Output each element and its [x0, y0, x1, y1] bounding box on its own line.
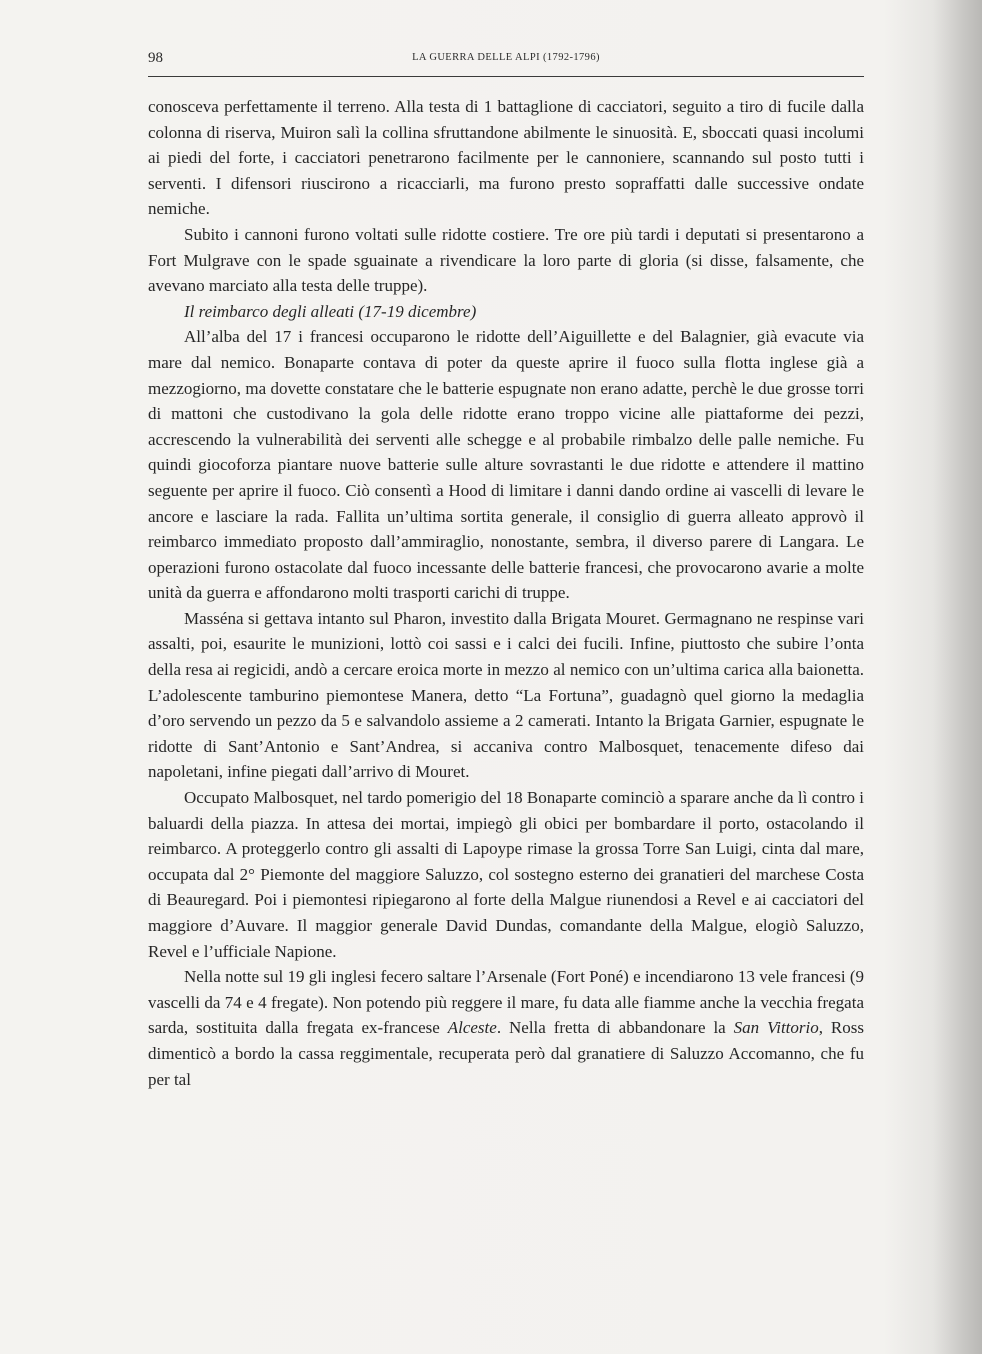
- paragraph: Masséna si gettava intanto sul Pharon, investito dalla Brigata Mouret. Germagnano ne respinse vari assalti, poi, esaurite le munizioni, lottò coi sassi e i calci dei fucili. Infine, piuttosto che subire l’onta della resa ai regicidi, andò a cercare eroica morte in mezzo al nemico con un’ultima carica alla baionetta. L’adolescente tamburino piemontese Manera, detto “La Fortuna”, guadagnò quel giorno la medaglia d’oro servendo un pezzo da 5 e salvandolo assieme a 2 camerati. Intanto la Brigata Garnier, espugnate le ridotte di Sant’Antonio e Sant’Andrea, si accaniva contro Malbosquet, tenacemente difeso dai napoletani, infine piegati dall’arrivo di Mouret.: [148, 608, 864, 782]
- section-title: Il reimbarco degli alleati (17-19 dicembre): [184, 301, 477, 321]
- paragraph-last: [148, 964, 864, 1092]
- paragraph: Subito i cannoni furono voltati sulle ridotte costiere. Tre ore più tardi i deputati si presentarono a Fort Mulgrave con le spade sguainate a rivendicare la loro parte di gloria (si disse, falsamente, che avevano marciato alla testa delle truppe).: [148, 224, 864, 296]
- paragraph: All’alba del 17 i francesi occuparono le ridotte dell’Aiguillette e del Balagnier, già evacute via mare dal nemico. Bonaparte contava di poter da queste aprire il fuoco sulla flotta inglese già a mezzogiorno, ma dovette constatare che le batterie espugnate non erano adatte, perchè le due grosse torri di mattoni che custodivano la gola delle ridotte erano troppo vicine alle piattaforme dei pezzi, accrescendo la vulnerabilità dei serventi alle schegge e al probabile rimbalzo delle palle nemiche. Fu quindi giocoforza piantare nuove batterie sulle alture sovrastanti le due ridotte e attendere il mattino seguente per aprire il fuoco. Ciò consentì a Hood di limitare i danni dando ordine ai vascelli di levare le ancore e lasciare la rada. Fallita un’ultima sortita generale, il consiglio di guerra alleato approvò il reimbarco immediato proposto dall’ammiraglio, nonostante, sembra, il diverso parere di Langara. Le operazioni furono ostacolate dal fuoco incessante delle batterie francesi, che provocarono avarie a molte unità da guerra e affondarono molti trasporti carichi di truppe.: [148, 327, 864, 603]
- paragraph: Occupato Malbosquet, nel tardo pomerigio del 18 Bonaparte cominciò a sparare anche da lì contro i baluardi della piazza. In attesa dei mortai, impiegò gli obici per bombardare il porto, ostacolando il reimbarco. A proteggerlo contro gli assalti di Lapoype rimase la grossa Torre San Luigi, cinta dal mare, occupata dal 2° Piemonte del maggiore Saluzzo, col sostegno esterno dei granatieri del marchese Costa di Beauregard. Poi i piemontesi ripiegarono al forte della Malgue riunendosi a Revel e ai cacciatori del maggiore d’Auvare. Il maggior generale David Dundas, comandante della Malgue, elogiò Saluzzo, Revel e l’ufficiale Napione.: [148, 788, 864, 961]
- text-span: , Ross dimenticò a bordo la cassa reggimentale, recuperata però dal granatiere di Saluzzo Accomanno, che fu per tal: [148, 1018, 864, 1089]
- ship-name: San Vittorio: [733, 1018, 819, 1038]
- page-header: [148, 48, 864, 77]
- running-title: LA GUERRA DELLE ALPI (1792-1796): [412, 52, 600, 63]
- page-number: 98: [148, 50, 163, 66]
- paragraph-continued: conosceva perfettamente il terreno. Alla testa di 1 battaglione di cacciatori, seguito a tiro di fucile dalla colonna di riserva, Muiron salì la collina sfruttandone abilmente le sinuosità. E, sboccati quasi incolumi ai piedi del forte, i cacciatori penetrarono facilmente per le cannoniere, scannando sul posto tutti i serventi. I difensori riuscirono a ricacciarli, ma furono presto sopraffatti dalle successive ondate nemiche.: [148, 97, 864, 219]
- body-text: [148, 94, 864, 1092]
- text-span: Nella notte sul 19 gli inglesi fecero saltare l’Arsenale (Fort Poné) e incendiarono 13 vele francesi (9 vascelli da 74 e 4 fregate). Non potendo più reggere il mare, fu data alle fiamme anche la vecchia fregata sarda, sostituita dalla fregata ex-francese: [148, 967, 864, 1038]
- ship-name: Alceste: [447, 1018, 497, 1038]
- text-span: . Nella fretta di abbandonare la: [496, 1018, 734, 1038]
